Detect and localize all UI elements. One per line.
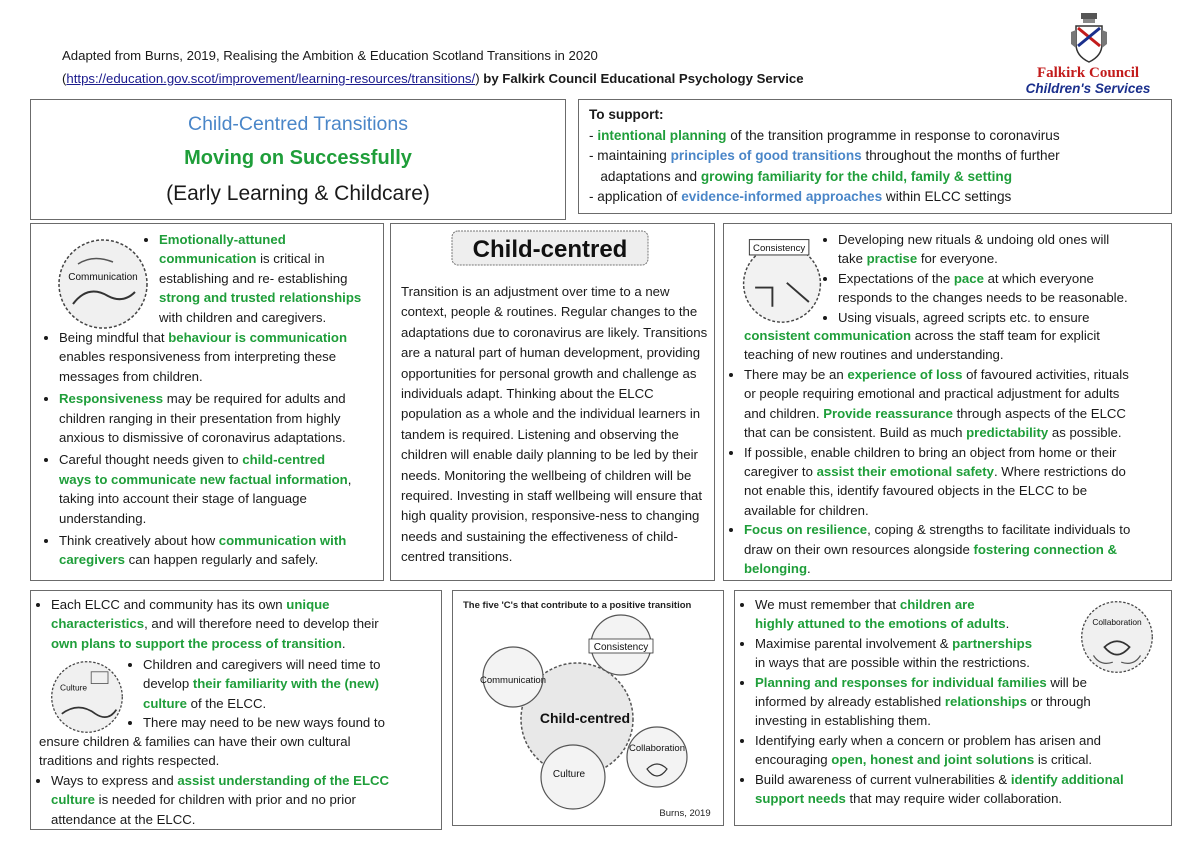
cons-bullet-4: • There may be an experience of loss of favoured activities, rituals or people requiring emotional and practical adjustment for adults and children. Provide reassurance through aspects of the ELCC that can be consistent. Build as much predictability as possible. bbox=[744, 365, 1184, 443]
culture-bullet-3-cont: ensure children & families can have their own cultural traditions and rights respected. bbox=[39, 734, 351, 769]
childcentred-banner bbox=[451, 230, 649, 266]
collab-bullet-3: • Planning and responses for individual families will be informed by already established relationships or through investing in establishing them. bbox=[755, 673, 1185, 731]
childrens-services: Children's Services bbox=[1025, 81, 1151, 96]
source-link[interactable]: https://education.gov.scot/improvement/learning-resources/transitions/ bbox=[66, 71, 476, 86]
support-item: - maintaining principles of good transitions throughout the months of further bbox=[589, 148, 1060, 163]
collab-bullet-4: • Identifying early when a concern or problem has arisen and encouraging open, honest and joint solutions is critical. bbox=[755, 731, 1185, 770]
comm-bullet-2: • Being mindful that behaviour is communication enables responsiveness from interpreting these messages from children. bbox=[59, 328, 399, 386]
diagram-credit: Burns, 2019 bbox=[659, 808, 711, 819]
comm-bullet-5: • Think creatively about how communication with caregivers can happen regularly and safely. bbox=[59, 531, 399, 570]
cons-bullet-1: • Developing new rituals & undoing old ones will take practise for everyone. bbox=[838, 230, 1184, 269]
diagram-label-consistency: Consistency bbox=[593, 642, 649, 653]
header-service: by Falkirk Council Educational Psychology Service bbox=[479, 71, 804, 86]
title-line1: Child-Centred Transitions bbox=[187, 113, 408, 135]
cons-bullet-3: • Using visuals, agreed scripts etc. to ensure bbox=[838, 308, 1184, 327]
cons-bullet-2: • Expectations of the pace at which everyone responds to the changes needs to be reasonable. bbox=[838, 269, 1184, 308]
communication-box bbox=[30, 223, 384, 581]
culture-box bbox=[30, 590, 442, 830]
cons-bullet-6: • Focus on resilience, coping & strengths to facilitate individuals to draw on their own resources alongside fostering connection & belonging. bbox=[744, 520, 1184, 578]
diagram-label-culture: Culture bbox=[552, 769, 586, 780]
consistency-icon-label: Consistency bbox=[753, 243, 806, 255]
childcentred-box bbox=[390, 223, 715, 581]
consistency-sketch-icon bbox=[734, 230, 830, 326]
collab-bullet-5: • Build awareness of current vulnerabilities & identify additional support needs that may require wider collaboration. bbox=[755, 770, 1185, 809]
diagram-box bbox=[452, 590, 724, 826]
collab-bullet-2: • Maximise parental involvement & partnerships in ways that are possible within the restrictions. bbox=[755, 634, 1185, 673]
collaboration-icon-label: Collaboration bbox=[1092, 617, 1142, 628]
culture-bullet-4: • Ways to express and assist understanding of the ELCC culture is needed for children with prior and no prior attendance at the ELCC. bbox=[51, 771, 456, 829]
cons-bullet-5: • If possible, enable children to bring an object from home or their caregiver to assist their emotional safety. Where restrictions do not enable this, identify favoured objects in the ELCC to be available for children. bbox=[744, 443, 1184, 521]
crest-icon bbox=[1070, 12, 1108, 66]
consistency-box bbox=[723, 223, 1172, 581]
communication-icon-label: Communication bbox=[68, 272, 138, 283]
collab-bullet-1: • We must remember that children are highly attuned to the emotions of adults. bbox=[755, 595, 1185, 634]
paren-open: ( bbox=[62, 71, 67, 86]
council-name: Falkirk Council bbox=[1036, 65, 1140, 81]
support-item: adaptations and growing familiarity for the child, family & setting bbox=[589, 168, 1013, 184]
comm-bullet-1: • Emotionally-attuned communication is critical in establishing and re- establishing strong and trusted relationships with children and caregivers. bbox=[159, 230, 394, 327]
childcentred-title: Child-centred bbox=[472, 236, 628, 263]
collaboration-box bbox=[734, 590, 1172, 826]
culture-icon-label: Culture bbox=[60, 682, 88, 693]
culture-bullet-2: • Children and caregivers will need time to develop their familiarity with the (new) culture of the ELCC. bbox=[143, 655, 453, 713]
communication-sketch-icon bbox=[53, 234, 153, 334]
title-box bbox=[30, 99, 566, 220]
five-cs-diagram bbox=[453, 591, 725, 827]
support-item: - intentional planning of the transition programme in response to coronavirus bbox=[589, 127, 1060, 143]
header-citation: Adapted from Burns, 2019, Realising the Ambition & Education Scotland Transitions in 2020 bbox=[62, 48, 598, 63]
diagram-label-communication: Communication bbox=[480, 675, 546, 686]
culture-bullet-1: • Each ELCC and community has its own unique characteristics, and will therefore need to develop their own plans to support the process of transition. bbox=[51, 595, 456, 653]
support-item: - application of evidence-informed approaches within ELCC settings bbox=[589, 189, 1012, 204]
culture-bullet-3: • There may need to be new ways found to bbox=[143, 713, 453, 732]
comm-bullet-4: • Careful thought needs given to child-centred ways to communicate new factual information, taking into account their stage of language understanding. bbox=[59, 450, 399, 528]
cons-bullet-3-cont: consistent communication across the staff team for explicit teaching of new routines and understanding. bbox=[744, 328, 1100, 363]
culture-sketch-icon bbox=[45, 655, 129, 739]
header-source bbox=[62, 71, 804, 86]
paren-close: ) bbox=[475, 71, 480, 86]
falkirk-logo bbox=[1018, 12, 1158, 96]
childcentred-text: Transition is an adjustment over time to a new context, people & routines. Regular changes to the adaptations due to coronavirus are likely. Transitions are a natural part of human development, providing opportunities for personal growth and challenge as individuals adapt. Thinking about the ELCC population as a whole and the individual learners in tandem is required. Listening and observing the children will enable daily planning to be led by their needs. Monitoring the wellbeing of children will be required. Investing in staff wellbeing will ensure that high quality provision, responsive-ness to changing needs and sustaining the effectiveness of child-centred transitions. bbox=[401, 284, 708, 565]
support-heading: To support: bbox=[589, 107, 664, 122]
title-line2: Moving on Successfully bbox=[184, 147, 412, 169]
support-box bbox=[578, 99, 1172, 214]
diagram-label-collaboration: Collaboration bbox=[629, 743, 685, 754]
comm-bullet-3: • Responsiveness may be required for adults and children ranging in their presentation from highly anxious to dismissive of coronavirus adaptations. bbox=[59, 389, 399, 447]
diagram-title: The five 'C's that contribute to a positive transition bbox=[463, 600, 692, 611]
diagram-label-childcentred: Child-centred bbox=[539, 710, 631, 726]
title-line3: (Early Learning & Childcare) bbox=[166, 182, 430, 205]
